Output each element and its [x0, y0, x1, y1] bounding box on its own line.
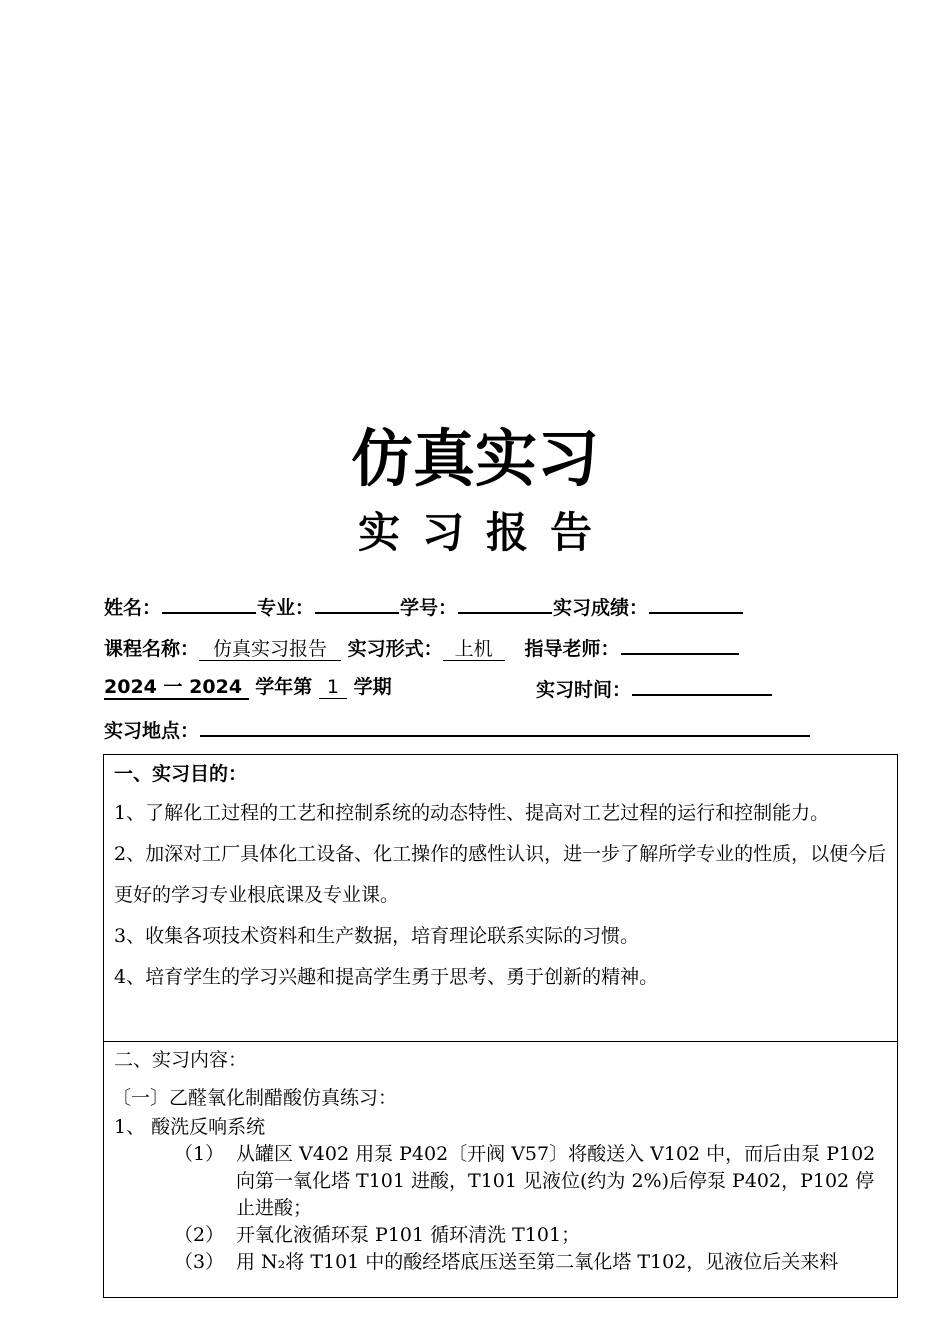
year-label: 学年第: [255, 676, 313, 698]
step-item: [114, 1141, 887, 1222]
year-start-text: 2024: [104, 676, 157, 698]
step-item: [114, 1222, 887, 1249]
step-item: [114, 1249, 887, 1276]
section-purpose: [104, 755, 897, 1042]
purpose-item: 2、加深对工厂具体化工设备、化工操作的感性认识，进一步了解所学专业的性质，以便今后更好的学习专业根底课及专业课。: [114, 843, 887, 906]
content-item: 1、 酸洗反响系统: [114, 1116, 266, 1138]
step-text: 从罐区 V402 用泵 P402〔开阀 V57〕将酸送入 V102 中，而后由泵 P102 向第一氧化塔 T101 进酸，T101 见液位(约为 2%)后停泵 P402，P102 停止进酸；: [236, 1143, 876, 1219]
place-field[interactable]: [200, 715, 810, 737]
form-label: 实习形式：: [347, 638, 443, 660]
section-purpose-heading: 一、实习目的：: [114, 763, 248, 785]
step-number: （1）: [174, 1143, 225, 1165]
time-label: 实习时间：: [536, 679, 632, 701]
major-label: 专业：: [257, 597, 315, 619]
score-label: 实习成绩：: [553, 597, 649, 619]
teacher-label: 指导老师：: [524, 638, 620, 660]
score-field[interactable]: [649, 592, 743, 614]
teacher-field[interactable]: [621, 633, 739, 655]
step-text: 用 N₂将 T101 中的酸经塔底压送至第二氧化塔 T102，见液位后关来料: [236, 1251, 839, 1273]
info-time: [536, 674, 773, 703]
student-id-label: 学号：: [400, 597, 458, 619]
name-label: 姓名：: [104, 597, 162, 619]
report-box: [103, 754, 898, 1298]
student-id-field[interactable]: [458, 592, 552, 614]
section-content-heading: 二、实习内容：: [114, 1049, 248, 1071]
info-row-2: [104, 633, 740, 662]
page-title: 仿真实习: [350, 422, 599, 495]
info-row-4: [104, 715, 811, 744]
section-content: [104, 1043, 897, 1276]
name-field[interactable]: [162, 592, 256, 614]
time-field[interactable]: [632, 674, 772, 696]
step-number: （3）: [174, 1251, 225, 1273]
major-field[interactable]: [315, 592, 399, 614]
page-subtitle: 实习报告: [357, 508, 614, 557]
info-row-1: [104, 592, 744, 621]
course-value[interactable]: 仿真实习报告: [199, 638, 341, 661]
purpose-item: 4、培育学生的学习兴趣和提高学生勇于思考、勇于创新的精神。: [114, 966, 659, 988]
purpose-item: 3、收集各项技术资料和生产数据，培育理论联系实际的习惯。: [114, 925, 640, 947]
step-text: 开氧化液循环泵 P101 循环清洗 T101；: [236, 1224, 581, 1246]
form-value[interactable]: 上机: [443, 638, 505, 661]
course-label: 课程名称：: [104, 638, 200, 660]
year-start[interactable]: [104, 676, 249, 700]
info-row-3: [104, 674, 392, 700]
place-label: 实习地点：: [104, 720, 200, 742]
term-value[interactable]: 1: [319, 676, 347, 699]
section-content-subheading: 〔一〕乙醛氧化制醋酸仿真练习：: [112, 1087, 398, 1109]
step-number: （2）: [174, 1224, 225, 1246]
purpose-item: 1、了解化工过程的工艺和控制系统的动态特性、提高对工艺过程的运行和控制能力。: [114, 802, 830, 824]
year-end-text: 2024: [189, 676, 243, 698]
year-separator: 一: [163, 676, 183, 698]
term-label: 学期: [353, 676, 392, 698]
